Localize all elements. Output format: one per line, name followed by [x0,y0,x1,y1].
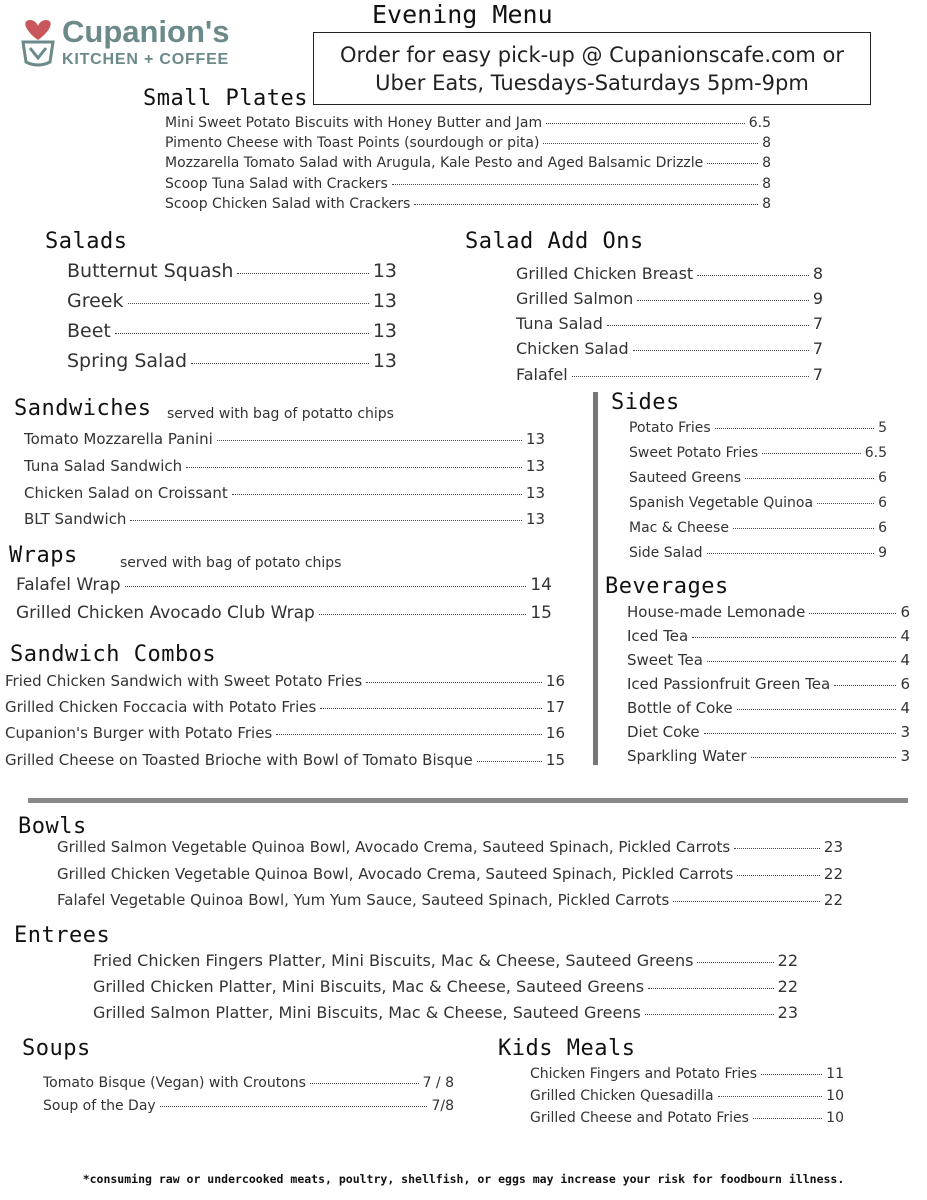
list-item: Sweet Tea 4 [627,651,910,669]
list-item: Grilled Cheese on Toasted Brioche with Bowl of Tomato Bisque 15 [5,751,565,769]
list-item: Falafel Wrap 14 [16,575,552,595]
list-item: Grilled Salmon 9 [516,289,823,308]
list-item: Grilled Chicken Foccacia with Potato Fries 17 [5,698,565,716]
list-item: Iced Tea 4 [627,627,910,645]
list-item: Side Salad 9 [629,545,887,561]
list-item: Falafel Vegetable Quinoa Bowl, Yum Yum Sauce, Sauteed Spinach, Pickled Carrots 22 [57,891,843,909]
soups-title: Soups [22,1036,91,1061]
list-item: Grilled Chicken Vegetable Quinoa Bowl, Avocado Crema, Sauteed Spinach, Pickled Carrots 22 [57,865,843,883]
list-item: Diet Coke 3 [627,723,910,741]
sides-title: Sides [611,390,680,415]
list-item: Falafel 7 [516,365,823,384]
small-plates-title: Small Plates [143,86,308,111]
list-item: Grilled Cheese and Potato Fries 10 [530,1110,844,1126]
list-item: Pimento Cheese with Toast Points (sourdough or pita) 8 [165,135,771,151]
list-item: Chicken Fingers and Potato Fries 11 [530,1066,844,1082]
order-info-box [313,32,871,105]
list-item: Spring Salad 13 [67,350,397,372]
salad-add-ons-title: Salad Add Ons [465,229,644,254]
disclaimer: *consuming raw or undercooked meats, poultry, shellfish, or eggs may increase your risk for foodbourn illness. [82,1172,845,1186]
combos-title: Sandwich Combos [10,642,217,667]
list-item: BLT Sandwich 13 [24,510,545,528]
list-item: Tuna Salad 7 [516,314,823,333]
list-item: Chicken Salad on Croissant 13 [24,484,545,502]
list-item: Grilled Chicken Quesadilla 10 [530,1088,844,1104]
brand-name: Cupanion's [62,14,230,49]
page-title: Evening Menu [372,0,553,29]
list-item: House-made Lemonade 6 [627,603,910,621]
list-item: Grilled Salmon Vegetable Quinoa Bowl, Avocado Crema, Sauteed Spinach, Pickled Carrots 23 [57,838,843,856]
list-item: Greek 13 [67,290,397,312]
bowls-title: Bowls [18,814,87,839]
list-item: Mac & Cheese 6 [629,520,887,536]
wraps-note: served with bag of potato chips [120,555,342,571]
list-item: Tuna Salad Sandwich 13 [24,457,545,475]
list-item: Potato Fries 5 [629,420,887,436]
list-item: Chicken Salad 7 [516,339,823,358]
cup-heart-icon [18,18,58,70]
list-item: Grilled Chicken Breast 8 [516,264,823,283]
list-item: Soup of the Day 7/8 [43,1098,454,1114]
list-item: Beet 13 [67,320,397,342]
list-item: Mozzarella Tomato Salad with Arugula, Kale Pesto and Aged Balsamic Drizzle 8 [165,155,771,171]
order-line-2: Uber Eats, Tuesdays-Saturdays 5pm-9pm [375,71,809,95]
list-item: Spanish Vegetable Quinoa 6 [629,495,887,511]
list-item: Mini Sweet Potato Biscuits with Honey Butter and Jam 6.5 [165,115,771,131]
list-item: Grilled Chicken Avocado Club Wrap 15 [16,603,552,623]
list-item: Tomato Mozzarella Panini 13 [24,430,545,448]
list-item: Sparkling Water 3 [627,747,910,765]
order-line-1: Order for easy pick-up @ Cupanionscafe.com or [340,43,844,67]
horizontal-divider [28,798,908,803]
list-item: Grilled Chicken Platter, Mini Biscuits, Mac & Cheese, Sauteed Greens 22 [93,977,798,996]
list-item: Grilled Salmon Platter, Mini Biscuits, Mac & Cheese, Sauteed Greens 23 [93,1003,798,1022]
list-item: Sweet Potato Fries 6.5 [629,445,887,461]
entrees-title: Entrees [14,923,111,948]
vertical-divider [593,392,598,765]
brand-tagline: KITCHEN + COFFEE [62,51,230,68]
sandwiches-note: served with bag of potatto chips [167,406,394,422]
list-item: Fried Chicken Fingers Platter, Mini Biscuits, Mac & Cheese, Sauteed Greens 22 [93,951,798,970]
kids-meals-title: Kids Meals [498,1036,636,1061]
beverages-title: Beverages [605,574,729,599]
list-item: Scoop Chicken Salad with Crackers 8 [165,196,771,212]
list-item: Fried Chicken Sandwich with Sweet Potato Fries 16 [5,672,565,690]
list-item: Cupanion's Burger with Potato Fries 16 [5,724,565,742]
list-item: Iced Passionfruit Green Tea 6 [627,675,910,693]
sandwiches-title: Sandwiches [14,396,152,421]
list-item: Tomato Bisque (Vegan) with Croutons 7 / 8 [43,1075,454,1091]
list-item: Scoop Tuna Salad with Crackers 8 [165,176,771,192]
list-item: Sauteed Greens 6 [629,470,887,486]
wraps-title: Wraps [9,543,78,568]
list-item: Butternut Squash 13 [67,260,397,282]
list-item: Bottle of Coke 4 [627,699,910,717]
salads-title: Salads [45,229,128,254]
